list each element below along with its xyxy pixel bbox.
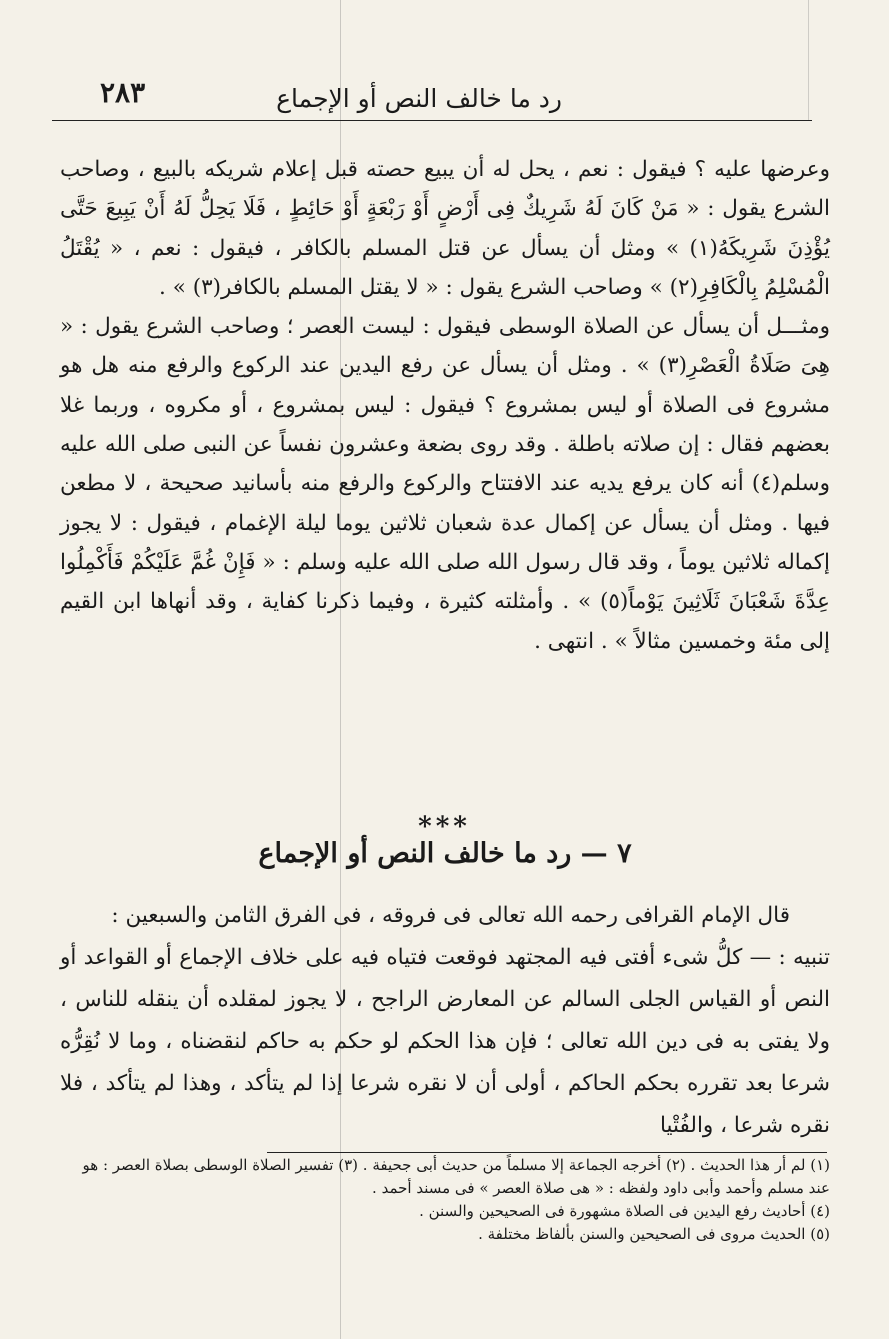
page-number: ٢٨٣ (100, 76, 146, 109)
footnotes (60, 1154, 830, 1246)
paragraph: وعرضها عليه ؟ فيقول : نعم ، يحل له أن يبيع حصته قبل إعلام شريكه بالبيع ، وصاحب الشرع يقول : « مَنْ كَانَ لَهُ شَرِيكٌ فِى أَرْضٍ أَوْ رَبْعَةٍ أَوْ حَائِطٍ ، فَلَا يَحِلُّ لَهُ أَنْ يَبِيعَ حَتَّى يُؤْذِنَ شَرِيكَهُ(١) » ومثل أن يسأل عن قتل المسلم بالكافر ، فيقول : نعم ، « يُقْتَلُ الْمُسْلِمُ بِالْكَافِرِ(٢) » وصاحب الشرع يقول : « لا يقتل المسلم بالكافر(٣) » . (60, 157, 830, 300)
section-heading: ٧ — رد ما خالف النص أو الإجماع (258, 838, 632, 869)
main-text (60, 150, 830, 661)
section-text (60, 895, 830, 1147)
footnote: (٤) أحاديث رفع اليدين فى الصلاة مشهورة فى الصحيحين والسنن . (419, 1202, 830, 1220)
running-header-title: رد ما خالف النص أو الإجماع (276, 84, 562, 113)
section-separator: *** (418, 812, 471, 842)
running-header (52, 72, 822, 124)
paragraph: ومثـــل أن يسأل عن الصلاة الوسطى فيقول : ليست العصر ؛ وصاحب الشرع يقول : « هِىَ صَلَاةُ الْعَصْرِ(٣) » . ومثل أن يسأل عن رفع اليدين عند الركوع والرفع منه هل هو مشروع فى الصلاة أو ليس بمشروع ؟ فيقول : ليس بمشروع ، أو مكروه ، وربما غلا بعضهم فقال : إن صلاته باطلة . وقد روى بضعة وعشرون نفساً عن النبى صلى الله عليه وسلم(٤) أنه كان يرفع يديه عند الافتتاح والركوع والرفع منه بأسانيد صحيحة ، لا مطعن فيها . ومثل أن يسأل عن إكمال عدة شعبان ثلاثين يوما ليلة الإغمام ، فيقول : لا يجوز إكماله ثلاثين يوماً ، وقد قال رسول الله صلى الله عليه وسلم : « فَإِنْ غُمَّ عَلَيْكُمْ فَأَكْمِلُوا عِدَّةَ شَعْبَانَ ثَلَاثِينَ يَوْماً(٥) » . وأمثلته كثيرة ، وفيما ذكرنا كفاية ، وقد أنهاها ابن القيم إلى مئة وخمسين مثالاً » . انتهى . (60, 314, 831, 654)
footnote: (١) لم أر هذا الحديث . (٢) أخرجه الجماعة إلا مسلماً من حديث أبى جحيفة . (٣) تفسير الصلاة الوسطى بصلاة العصر : هو عند مسلم وأحمد وأبى داود ولفظه : « هى صلاة العصر » فى مسند أحمد . (82, 1156, 830, 1197)
footnote-rule (267, 1152, 827, 1153)
footnote: (٥) الحديث مروى فى الصحيحين والسنن بألفاظ مختلفة . (478, 1225, 830, 1243)
paragraph: تنبيه : — كلُّ شىء أفتى فيه المجتهد فوقعت فتياه فيه على خلاف الإجماع أو القواعد أو النص أو القياس الجلى السالم عن المعارض الراجح ، لا يجوز لمقلده أن ينقله للناس ، ولا يفتى به فى دين الله تعالى ؛ فإن هذا الحكم لو حكم به حاكم لنقضناه ، وما لا نُقِرُّه شرعا بعد تقرره بحكم الحاكم ، أولى أن لا نقره شرعا إذا لم يتأكد ، وهذا لم يتأكد ، فلا نقره شرعا ، والفُتْيا (60, 945, 830, 1138)
paragraph: قال الإمام القرافى رحمه الله تعالى فى فروقه ، فى الفرق الثامن والسبعين : (111, 903, 790, 928)
header-rule (52, 120, 812, 121)
